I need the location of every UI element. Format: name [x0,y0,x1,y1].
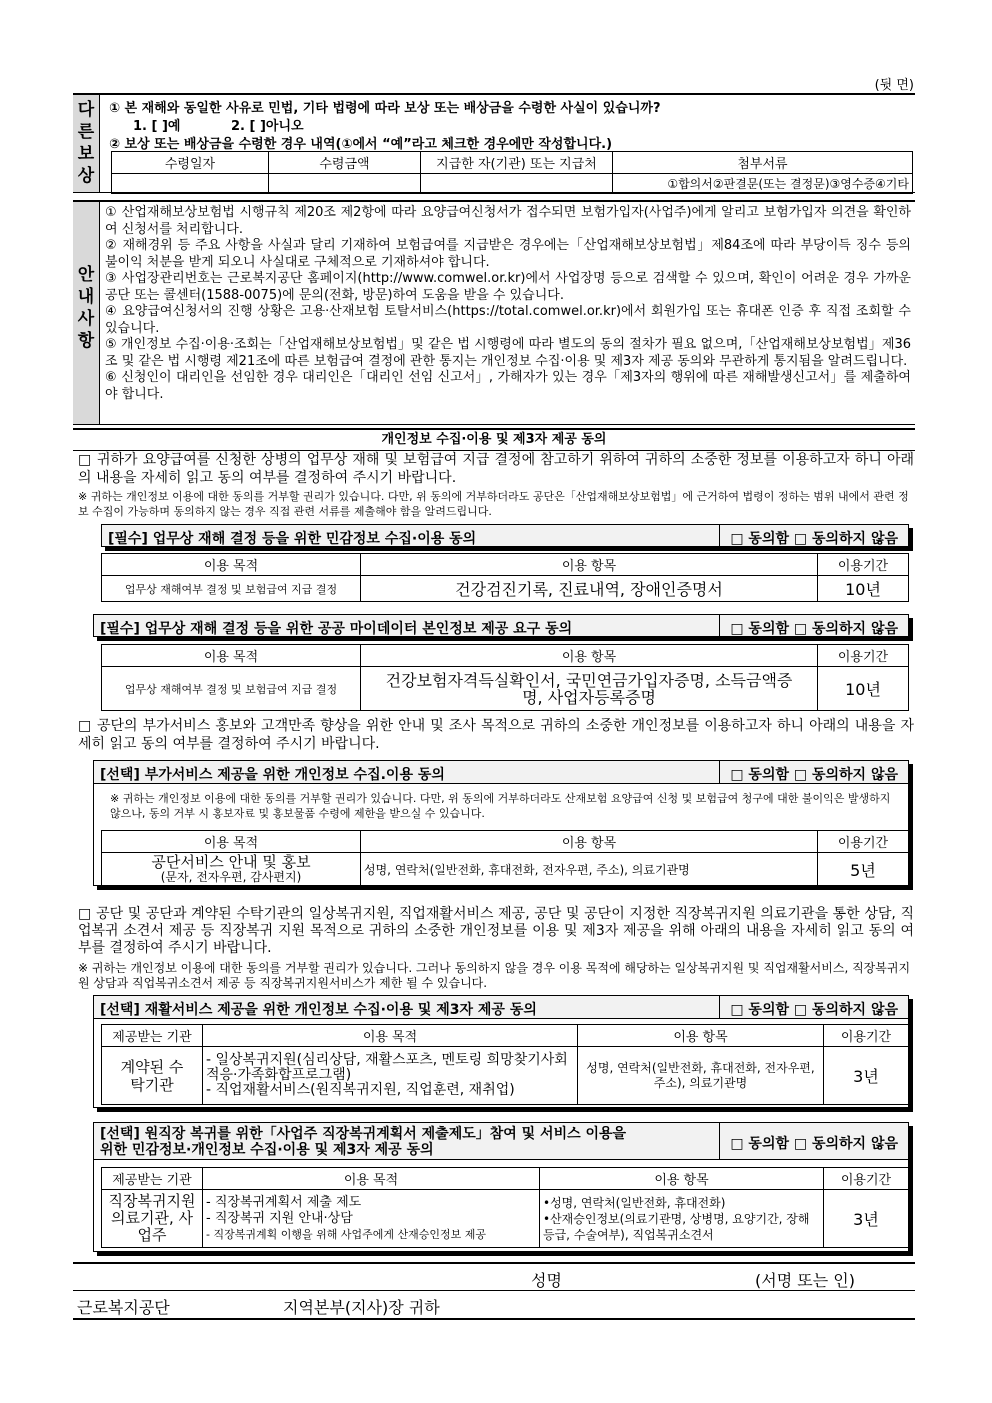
s4-period: 3년 [824,1047,909,1105]
consent-s3-note: ※ 귀하는 개인정보 이용에 대한 동의를 거부할 권리가 있습니다. 다만, 위 동의에 거부하더라도 산재보험 요양급여 신청 및 보험급여 청구에 대한 불이익은 발생하지 않으나, 동의 거부 시 홍보자료 및 홍보물품 수령에 제한을 받으실 수 있습니다. [110,792,891,820]
s4-col-items: 이용 항목 [578,1025,824,1047]
other-compensation-section [73,93,915,193]
s4-col-period: 이용기간 [824,1025,909,1047]
consent-intro-1: □ 귀하가 요양급여를 신청한 상병의 업무상 재해 및 보험급여 지급 결정에 참고하기 위하여 귀하의 소중한 정보를 이용하고자 하니 아래의 내용을 자세히 읽고 동의 여부를 결정하여 주시기 바랍니다. [78,452,914,486]
s3-purpose: 공단서비스 안내 및 홍보 [151,852,311,871]
s1-items: 건강검진기록, 진료내역, 장애인증명서 [361,576,818,602]
consent-s2-table [101,644,909,711]
s5-period: 3년 [824,1190,909,1248]
col-attachments: 첨부서류 [613,152,913,174]
s5-col-recipient: 제공받는 기관 [102,1168,203,1190]
col-receipt-date: 수령일자 [112,152,269,174]
guide-section [73,200,915,425]
consent-note-1: ※ 귀하는 개인정보 이용에 대한 동의를 거부할 권리가 있습니다. 다만, 위 동의에 거부하더라도 공단은「산업재해보상보험법」에 근거하여 법령이 정하는 범위 내에서 관련 정보 수집이 가능하며 동의하지 않는 경우 직접 관련 서류를 제출해야 함을 알려드립니다. [78,490,909,518]
signature-addressee: 지역본부(지사)장 귀하 [283,1298,440,1317]
consent-s1-agree[interactable]: □ 동의함 □ 동의하지 않음 [719,525,908,546]
s3-items: 성명, 연락처(일반전화, 휴대전화, 전자우편, 주소), 의료기관명 [361,853,818,887]
guide-item-2: ② 재해경위 등 주요 사항을 사실과 달리 기재하여 보험급여를 지급받은 경우에는「산업재해보상보험법」제84조에 따라 부당이득 징수 등의 불이익 처분을 받게 되오니 사실대로 구체적으로 기재하셔야 합니다. [105,238,911,270]
consent-intro-3: □ 공단 및 공단과 계약된 수탁기관의 일상복귀지원, 직업재활서비스 제공, 공단 및 공단이 지정한 직장복귀지원 의료기관을 통한 상담, 직업복귀 소견서 제공 등 직장복귀 지원 목적으로 귀하의 소중한 개인정보를 이용 및 제3자 제공을 위해 아래의 내용을 자세히 읽고 동의 여부를 결정하여 주시기 바랍니다. [78,906,914,956]
s3-col-period: 이용기간 [818,831,909,853]
other-comp-q1-yes[interactable]: 1. [ ]예 [133,119,181,134]
s3-period: 5년 [818,853,909,887]
consent-s2-title: [필수] 업무상 재해 결정 등을 위한 공공 마이데이터 본인정보 제공 요구 동의 [100,621,573,637]
consent-intro-2: □ 공단의 부가서비스 홍보와 고객만족 향상을 위한 안내 및 조사 목적으로 귀하의 소중한 개인정보를 이용하고자 하니 아래의 내용을 자세히 읽고 동의 여부를 결정하여 주시기 바랍니다. [78,718,914,752]
signature-area [73,1262,915,1320]
other-comp-q2: ② 보상 또는 배상금을 수령한 경우 내역(①에서 “예”라고 체크한 경우에만 작성합니다.) [109,137,613,152]
s5-purpose-2: - 직장복귀 지원 안내·상담 [206,1210,353,1226]
s2-col-period: 이용기간 [818,645,909,667]
s4-purpose-2: - 직업재활서비스(원직복귀지원, 직업훈련, 재취업) [206,1082,515,1098]
s2-purpose: 업무상 재해여부 결정 및 보험급여 지급 결정 [102,667,361,711]
consent-s5-agree[interactable]: □ 동의함 □ 동의하지 않음 [719,1123,908,1159]
consent-s5-titlebar [93,1122,909,1160]
s5-col-purpose: 이용 목적 [203,1168,540,1190]
consent-s3-agree[interactable]: □ 동의함 □ 동의하지 않음 [719,761,908,783]
consent-s4-agree[interactable]: □ 동의함 □ 동의하지 않음 [719,996,908,1018]
receipt-amount-field[interactable] [269,174,421,194]
col-receipt-amount: 수령금액 [269,152,421,174]
guide-item-5: ⑤ 개인정보 수집·이용·조회는「산업재해보상보험법」및 같은 법 시행령에 따라 별도의 동의 절차가 필요 없으며,「산업재해보상보험법」제36조 및 같은 법 시행령 제21조에 따른 보험급여 결정에 관한 통지는 개인정보 수집·이용 및 제3자 제공 동의와 무관하게 통지됨을 알려드립니다. [105,337,911,369]
guide-item-4: ④ 요양급여신청서의 진행 상황은 고용·산재보험 토탈서비스(https://total.comwel.or.kr)에서 회원가입 또는 휴대폰 인증 후 직접 조회할 수 있습니다. [105,304,911,336]
attachments-field[interactable]: ①합의서②판결문(또는 결정문)③영수증④기타 [613,174,913,194]
guide-side-label: 안내사항 [77,265,95,351]
consent-s1-table [101,553,909,602]
signature-sign-label[interactable]: (서명 또는 인) [755,1271,855,1290]
col-payer: 지급한 자(기관) 또는 지급처 [421,152,613,174]
s4-col-recipient: 제공받는 기관 [102,1025,203,1047]
receipt-date-field[interactable] [112,174,269,194]
s4-col-purpose: 이용 목적 [203,1025,578,1047]
s4-items: 성명, 연락처(일반전화, 휴대전화, 전자우편, 주소), 의료기관명 [578,1047,824,1105]
guide-item-6: ⑥ 신청인이 대리인을 선임한 경우 대리인은「대리인 선임 신고서」, 가해자가 있는 경우「제3자의 행위에 따른 재해발생신고서」를 제출하여야 합니다. [105,370,911,402]
guide-item-1: ① 산업재해보상보험법 시행규칙 제20조 제2항에 따라 요양급여신청서가 접수되면 보험가입자(사업주)에게 알리고 보험가입자 의견을 확인하여 신청서를 처리합니다. [105,205,911,237]
consent-s3-title: [선택] 부가서비스 제공을 위한 개인정보 수집.이용 동의 [100,767,445,783]
guide-item-3: ③ 사업장관리번호는 근로복지공단 홈페이지(http://www.comwel.or.kr)에서 사업장명 등으로 검색할 수 있으며, 확인이 어려운 경우 가까운 공단 또는 콜센터(1588-0075)에 문의(전화, 방문)하여 도움을 받을 수 있습니다. [105,271,911,303]
other-comp-q1: ① 본 재해와 동일한 사유로 민법, 기타 법령에 따라 보상 또는 배상금을 수령한 사실이 있습니까? [109,101,661,116]
s5-col-items: 이용 항목 [540,1168,824,1190]
consent-heading: 개인정보 수집·이용 및 제3자 제공 동의 [381,432,607,447]
s3-col-items: 이용 항목 [361,831,818,853]
other-comp-q1-no[interactable]: 2. [ ]아니오 [231,119,304,134]
consent-s2-agree[interactable]: □ 동의함 □ 동의하지 않음 [719,615,908,636]
consent-s1-titlebar [101,524,909,547]
page-note: (뒷 면) [874,78,914,93]
s2-col-purpose: 이용 목적 [102,645,361,667]
consent-s4-title: [선택] 재활서비스 제공을 위한 개인정보 수집·이용 및 제3자 제공 동의 [100,1002,537,1018]
other-comp-side-label: 다른보상 [77,100,95,186]
consent-s4-table [101,1024,909,1105]
s5-purpose-1: - 직장복귀계획서 제출 제도 [206,1194,362,1210]
consent-s3-titlebar [93,760,909,784]
s1-col-period: 이용기간 [818,554,909,576]
consent-s5-title: [선택] 원직장 복귀를 위한「사업주 직장복귀계획서 제출제도」참여 및 서비스 이용을 위한 민감정보·개인정보 수집·이용 및 제3자 제공 동의 [100,1126,627,1158]
s3-purpose-sub: (문자, 전자우편, 감사편지) [160,869,302,884]
s2-items: 건강보험자격득실확인서, 국민연금가입자증명, 소득금액증명, 사업자등록증명 [361,667,818,711]
s5-items-2: •산재승인정보(의료기관명, 상병명, 요양기간, 장해등급, 수술여부), 직업복귀소견서 [543,1211,810,1242]
consent-note-3: ※ 귀하는 개인정보 이용에 대한 동의를 거부할 권리가 있습니다. 그러나 동의하지 않을 경우 이용 목적에 해당하는 일상복귀지원 및 직업재활서비스, 직장복귀지원 상담과 직업복귀소견서 제공 등 직장복귀지원서비스가 제한 될 수 있습니다. [78,961,911,990]
s4-recipient: 계약된 수탁기관 [102,1047,203,1105]
s5-items-1: •성명, 연락처(일반전화, 휴대전화) [543,1195,726,1210]
s1-period: 10년 [818,576,909,602]
consent-s5-table [101,1167,909,1248]
s5-recipient: 직장복귀지원 의료기관, 사업주 [102,1190,203,1248]
s4-purpose-1: - 일상복귀지원(심리상담, 재활스포츠, 멘토링 희망찾기사회적응·가족화합프로그램) [206,1052,568,1083]
s2-period: 10년 [818,667,909,711]
consent-s1-title: [필수] 업무상 재해 결정 등을 위한 민감정보 수집·이용 동의 [108,531,477,547]
other-comp-table [111,151,913,194]
s5-purpose-3: - 직장복귀계획 이행을 위해 사업주에게 산재승인정보 제공 [206,1227,486,1241]
consent-s4-titlebar [93,995,909,1019]
payer-field[interactable] [421,174,613,194]
consent-s2-titlebar [93,614,909,637]
s1-col-items: 이용 항목 [361,554,818,576]
s2-col-items: 이용 항목 [361,645,818,667]
s5-col-period: 이용기간 [824,1168,909,1190]
s3-col-purpose: 이용 목적 [102,831,361,853]
signature-org: 근로복지공단 [77,1298,170,1317]
consent-s3-table [101,830,909,887]
signature-name-label: 성명 [531,1271,562,1290]
s1-col-purpose: 이용 목적 [102,554,361,576]
s1-purpose: 업무상 재해여부 결정 및 보험급여 지급 결정 [102,576,361,602]
